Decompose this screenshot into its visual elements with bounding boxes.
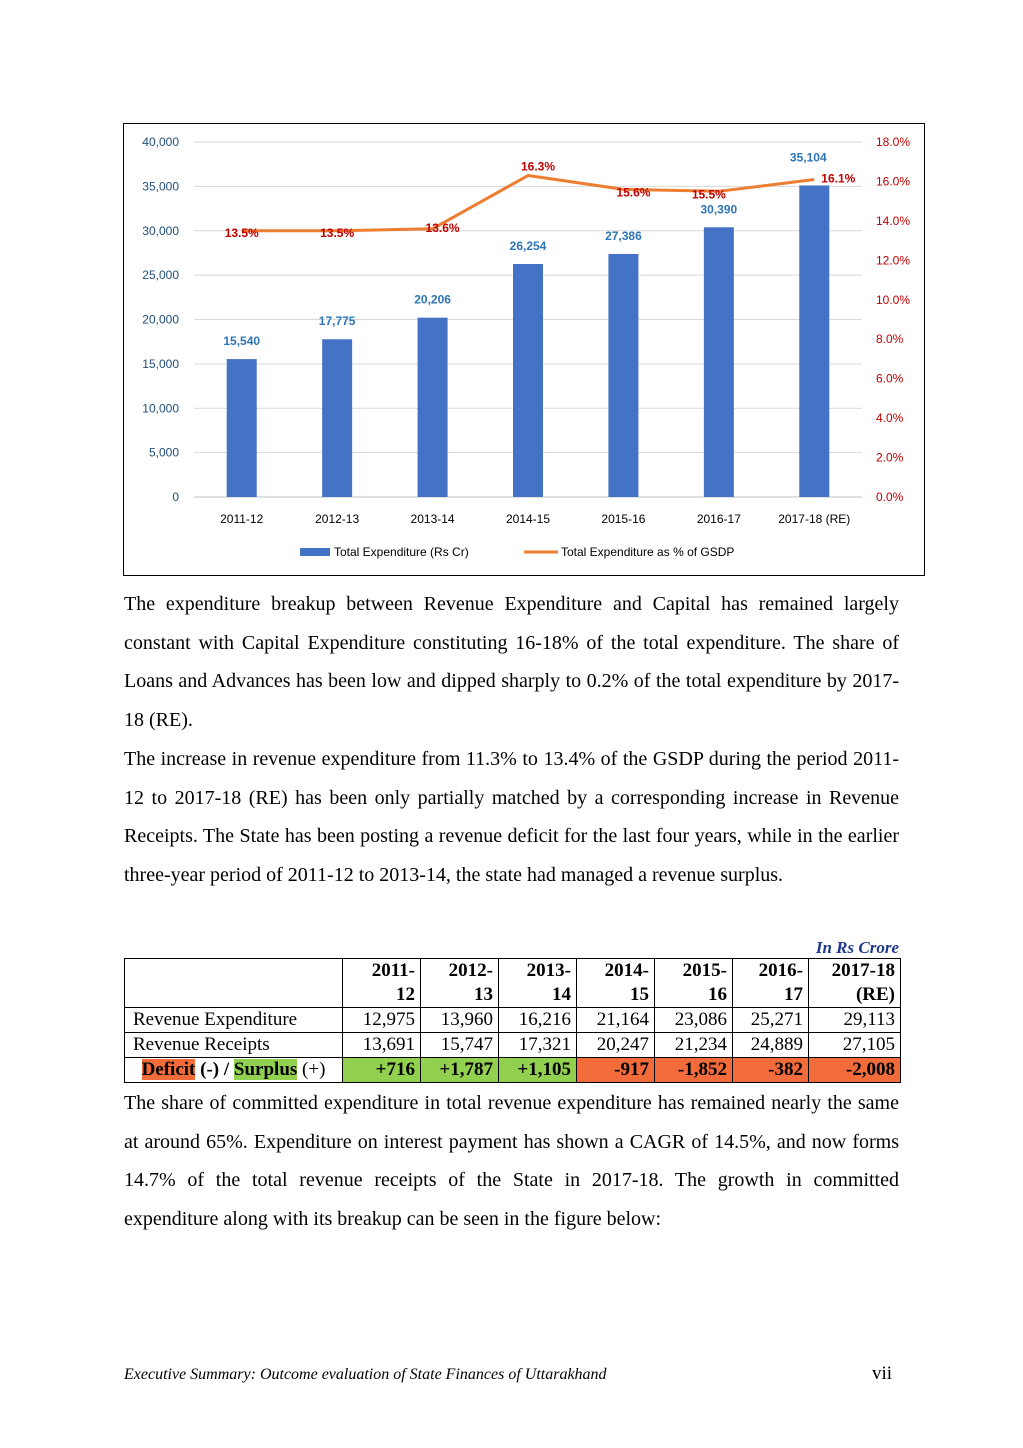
table-cell: 15,747 <box>421 1033 499 1058</box>
balance-cell: +1,787 <box>421 1058 499 1083</box>
bar <box>227 359 257 497</box>
table-header-year <box>655 959 733 1008</box>
left-axis-tick-label: 0 <box>172 490 179 504</box>
line-data-label: 15.6% <box>616 185 651 200</box>
row-label: Revenue Receipts <box>125 1033 343 1058</box>
revenue-table <box>124 958 901 1083</box>
header-year-line2: (RE) <box>855 984 895 1005</box>
table-cell: 20,247 <box>577 1033 655 1058</box>
left-axis-tick-label: 20,000 <box>142 312 179 327</box>
category-label: 2016-17 <box>696 512 741 526</box>
paragraph-revenue-increase: The increase in revenue expenditure from 11.3% to 13.4% of the GSDP during the period 2011-12 to 2017-18 (RE) has been only partially matched by a corresponding increase in Revenue Receipts. The State has been posting a revenue deficit for the last four years, while in the earlier three-year period of 2011-12 to 2013-14, the state had managed a revenue surplus. <box>124 748 899 886</box>
balance-cell: -2,008 <box>809 1058 901 1083</box>
bar-data-label: 30,390 <box>700 202 738 217</box>
header-year-line1: 2014- <box>604 960 649 981</box>
line-data-label: 13.5% <box>224 225 259 240</box>
table-cell: 21,164 <box>577 1008 655 1033</box>
balance-row <box>125 1058 901 1083</box>
bar-data-label: 26,254 <box>509 238 547 253</box>
expenditure-chart <box>123 123 925 576</box>
bar <box>322 339 352 497</box>
bar <box>513 264 543 497</box>
right-axis-tick-label: 10.0% <box>876 292 911 307</box>
right-axis-tick-label: 14.0% <box>876 213 911 228</box>
row-label: Revenue Expenditure <box>125 1008 343 1033</box>
table-header-blank <box>125 959 343 1008</box>
chart-svg <box>124 124 924 575</box>
page-number: vii <box>871 1363 892 1384</box>
header-year-line2: 15 <box>630 984 649 1005</box>
header-year-line2: 16 <box>708 984 727 1005</box>
table-cell: 21,234 <box>655 1033 733 1058</box>
header-year-line2: 14 <box>552 984 571 1005</box>
balance-cell: -1,852 <box>655 1058 733 1083</box>
table-cell: 27,105 <box>809 1033 901 1058</box>
legend-line-label: Total Expenditure as % of GSDP <box>561 545 735 559</box>
right-axis-tick-label: 16.0% <box>876 174 911 189</box>
category-label: 2011-12 <box>220 512 264 526</box>
balance-cell: +1,105 <box>499 1058 577 1083</box>
bar-data-label: 17,775 <box>318 314 356 329</box>
category-label: 2017-18 (RE) <box>778 512 851 526</box>
left-axis-tick-label: 30,000 <box>142 223 179 238</box>
deficit-label: Deficit <box>141 1059 196 1080</box>
right-axis-tick-label: 0.0% <box>876 490 904 504</box>
table-header-year <box>733 959 809 1008</box>
table-header-year <box>499 959 577 1008</box>
balance-cell: -382 <box>733 1058 809 1083</box>
surplus-sign: (+) <box>297 1059 326 1080</box>
bar <box>704 227 734 497</box>
table-row <box>125 1008 901 1033</box>
table-row <box>125 1033 901 1058</box>
bar-data-label: 15,540 <box>223 334 261 349</box>
paragraph-committed-expenditure: The share of committed expenditure in total revenue expenditure has remained nearly the same at around 65%. Expenditure on interest payment has shown a CAGR of 14.5%, and now forms 14.7% of the total revenue receipts of the State in 2017-18. The growth in committed expenditure along with its breakup can be seen in the figure below: <box>124 1092 899 1230</box>
table-header-row <box>125 959 901 1008</box>
footer-title: Executive Summary: Outcome evaluation of State Finances of Uttarakhand <box>124 1366 607 1383</box>
table-cell: 13,960 <box>421 1008 499 1033</box>
header-year-line2: 13 <box>474 984 493 1005</box>
header-year-line1: 2012- <box>448 960 493 981</box>
balance-row-label <box>125 1058 343 1083</box>
header-year-line2: 17 <box>784 984 803 1005</box>
balance-cell: -917 <box>577 1058 655 1083</box>
bar <box>799 185 829 497</box>
table-header-year <box>421 959 499 1008</box>
legend-bar-swatch <box>300 548 330 556</box>
left-axis-tick-label: 5,000 <box>148 445 179 460</box>
table-cell: 12,975 <box>343 1008 421 1033</box>
header-year-line2: 12 <box>396 984 415 1005</box>
table-unit-label: In Rs Crore <box>815 938 899 957</box>
left-axis-tick-label: 35,000 <box>142 179 179 194</box>
category-label: 2014-15 <box>505 512 551 526</box>
left-axis-tick-label: 15,000 <box>142 356 179 371</box>
line-data-label: 16.3% <box>520 159 556 174</box>
right-axis-tick-label: 2.0% <box>876 450 904 465</box>
bar-data-label: 35,104 <box>789 150 827 165</box>
left-axis-tick-label: 40,000 <box>142 135 179 149</box>
right-axis-tick-label: 12.0% <box>876 253 911 268</box>
surplus-label: Surplus <box>233 1059 298 1080</box>
table-header-year <box>577 959 655 1008</box>
bar <box>608 254 638 497</box>
left-axis-tick-label: 25,000 <box>142 268 179 283</box>
header-year-line1: 2017-18 <box>831 960 895 981</box>
line-data-label: 13.5% <box>320 225 355 240</box>
table-cell: 29,113 <box>809 1008 901 1033</box>
balance-cell: +716 <box>343 1058 421 1083</box>
bar-data-label: 20,206 <box>414 292 451 307</box>
deficit-sign: (-) / <box>195 1059 234 1080</box>
table-cell: 13,691 <box>343 1033 421 1058</box>
table-header-year <box>343 959 421 1008</box>
header-year-line1: 2015- <box>682 960 727 981</box>
table-cell: 16,216 <box>499 1008 577 1033</box>
header-year-line1: 2016- <box>758 960 803 981</box>
line-data-label: 16.1% <box>821 171 856 186</box>
right-axis-tick-label: 6.0% <box>876 371 904 386</box>
paragraph-expenditure-breakup: The expenditure breakup between Revenue Expenditure and Capital has remained largely constant with Capital Expenditure constituting 16-18% of the total expenditure. The share of Loans and Advances has been low and dipped sharply to 0.2% of the total expenditure by 2017-18 (RE). <box>124 593 899 731</box>
line-data-label: 15.5% <box>691 187 726 202</box>
table-cell: 17,321 <box>499 1033 577 1058</box>
category-label: 2012-13 <box>315 512 360 526</box>
right-axis-tick-label: 4.0% <box>876 411 904 426</box>
category-label: 2013-14 <box>410 512 455 526</box>
header-year-line1: 2013- <box>526 960 571 981</box>
table-cell: 25,271 <box>733 1008 809 1033</box>
bar-data-label: 27,386 <box>605 228 642 243</box>
left-axis-tick-label: 10,000 <box>142 401 179 416</box>
table-cell: 24,889 <box>733 1033 809 1058</box>
right-axis-tick-label: 18.0% <box>876 135 911 149</box>
header-year-line1: 2011- <box>371 960 415 981</box>
table-cell: 23,086 <box>655 1008 733 1033</box>
right-axis-tick-label: 8.0% <box>876 332 904 347</box>
category-label: 2015-16 <box>601 512 646 526</box>
table-header-year <box>809 959 901 1008</box>
line-data-label: 13.6% <box>425 220 460 235</box>
bar <box>418 318 448 497</box>
legend-bar-label: Total Expenditure (Rs Cr) <box>334 545 469 559</box>
